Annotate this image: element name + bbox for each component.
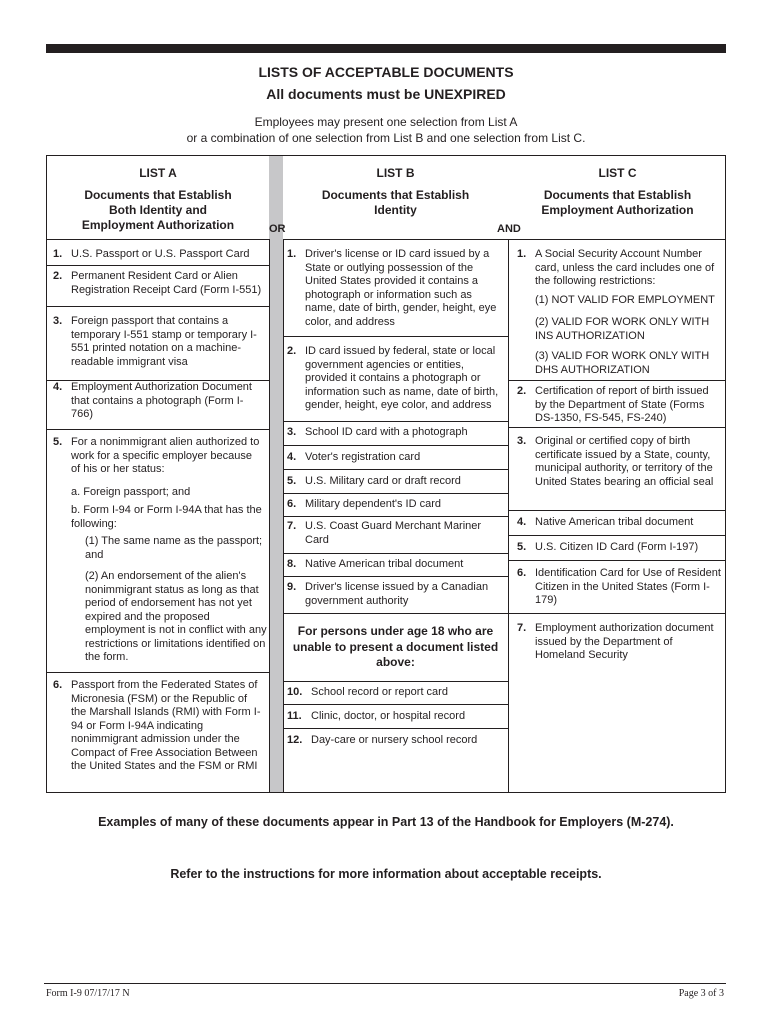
item-number: 6. [53,679,63,691]
item-text: Identification Card for Use of Resident Citizen in the United States (Form I-179) [535,567,721,606]
list-c-header [508,166,727,218]
item-number: 2. [53,270,63,282]
list-c-desc-1: Documents that Establish [543,188,692,202]
intro-line-1: Employees may present one selection from List A [254,115,518,129]
item-text: U.S. Coast Guard Merchant Mariner Card [305,520,482,546]
list-a-heading: LIST A [139,166,177,180]
list-b-desc-1: Documents that Establish [321,188,470,202]
list-c-heading: LIST C [598,166,637,180]
item-text: Clinic, doctor, or hospital record [311,710,466,722]
item-text: Voter's registration card [305,451,421,463]
item-text: Permanent Resident Card or Alien Registration Receipt Card (Form I-551) [71,270,262,296]
item-text: Military dependent's ID card [305,498,441,510]
item-text: Original or certified copy of birth certificate issued by a State, county, municipal authority, or territory of the United States bearing an official seal [535,435,714,488]
list-a-row-5 [47,430,269,673]
item-number: 11. [287,710,302,722]
item-number: 5. [287,475,297,487]
item-number: 4. [287,451,297,463]
list-a-desc-1: Documents that Establish [84,188,232,202]
item-text: U.S. Citizen ID Card (Form I-197) [535,541,699,553]
item-text: Employment authorization document issued by the Department of Homeland Security [535,622,714,661]
item-number: 3. [53,315,63,327]
item-number: 1. [53,248,63,260]
list-b-row-12 [283,729,508,793]
intro-line-2: or a combination of one selection from List B and one selection from List C. [186,131,586,145]
list-c-row-2 [509,381,725,428]
item-number: 1. [517,248,527,260]
list-c-row-3 [509,428,725,511]
item-text: Passport from the Federated States of Micronesia (FSM) or the Republic of the Marshall Islands (RMI) with Form I-94 or Form I-94A indicating nonimmigrant admission under the Compact of Free Association Between the United States and the FSM or RMI [71,679,261,772]
item-number: 4. [517,516,527,528]
item-number: 7. [517,622,527,634]
item-text: For a nonimmigrant alien authorized to work for a specific employer because of his or her status: [71,436,260,475]
item-text: School record or report card [311,686,448,698]
item-text: Foreign passport that contains a temporary I-551 stamp or temporary I-551 printed notation on a machine-readable immigrant visa [71,315,257,368]
list-b-minor-heading-row [283,614,508,682]
item-number: 2. [517,385,527,397]
restriction-1: (1) NOT VALID FOR EMPLOYMENT [535,294,715,306]
list-b-row-10 [283,682,508,705]
list-c-row-6 [509,561,725,614]
item-text: Driver's license issued by a Canadian government authority [305,581,489,607]
list-a-row-1 [47,240,269,266]
item-text: School ID card with a photograph [305,426,468,438]
page-title: LISTS OF ACCEPTABLE DOCUMENTS [258,64,514,80]
item-text: A Social Security Account Number card, unless the card includes one of the following restrictions: [535,248,715,287]
list-b-header [283,166,508,218]
item-number: 3. [517,435,527,447]
item-text: Certification of report of birth issued by the Department of State (Forms DS-1350, FS-545, FS-240) [535,385,709,424]
list-a-header [47,166,269,233]
list-a-row-3 [47,307,269,381]
item-number: 6. [517,567,527,579]
form-id: Form I-9 07/17/17 N [46,988,130,999]
list-c-row-5 [509,536,725,561]
or-gutter [269,156,283,792]
list-b-row-5 [283,470,508,494]
list-b-heading: LIST B [376,166,415,180]
page-number: Page 3 of 3 [678,988,724,999]
item-number: 3. [287,426,297,438]
list-b-row-11 [283,705,508,729]
page-subtitle: All documents must be UNEXPIRED [266,86,506,102]
or-label: OR [269,223,286,235]
item-5-sub-b1: (1) The same name as the passport; and [85,535,263,561]
list-a-row-6 [47,673,269,793]
item-number: 4. [53,381,63,393]
list-b-row-2 [283,337,508,422]
item-number: 1. [287,248,297,260]
item-text: Native American tribal document [305,558,464,570]
list-a-row-2 [47,266,269,307]
examples-note: Examples of many of these documents appear in Part 13 of the Handbook for Employers (M-274). [98,815,674,829]
list-b-row-1 [283,240,508,337]
list-c-row-1 [509,240,725,381]
list-b-row-9 [283,577,508,614]
item-text: U.S. Military card or draft record [305,475,461,487]
item-number: 2. [287,345,297,357]
minor-heading: For persons under age 18 who are unable to present a document listed above: [292,624,499,669]
list-b-row-7 [283,517,508,554]
list-b-row-3 [283,422,508,446]
list-b-desc-2: Identity [374,203,417,217]
item-5-sub-a: a. Foreign passport; and [71,486,191,498]
item-number: 9. [287,581,297,593]
item-number: 12. [287,734,303,746]
list-b-row-6 [283,494,508,517]
list-c-row-7 [509,614,725,793]
item-5-sub-b2: (2) An endorsement of the alien's nonimmigrant status as long as that period of endorsement has not yet expired and the proposed employment is not in conflict with any restrictions or limitations identified on the form. [85,570,267,663]
list-c-row-4 [509,511,725,536]
item-text: U.S. Passport or U.S. Passport Card [71,248,250,260]
list-a-desc-3: Employment Authorization [81,218,235,232]
item-number: 6. [287,498,297,510]
item-number: 10. [287,686,303,698]
item-text: Day-care or nursery school record [311,734,478,746]
restriction-3: (3) VALID FOR WORK ONLY WITH DHS AUTHORIZATION [535,350,710,376]
item-text: Driver's license or ID card issued by a State or outlying possession of the United States provided it contains a photograph or information such as name, date of birth, gender, height, eye color, and address [305,248,497,328]
item-number: 8. [287,558,297,570]
item-text: Employment Authorization Document that contains a photograph (Form I-766) [71,381,252,420]
documents-table [46,155,726,793]
item-number: 5. [517,541,527,553]
list-c-desc-2: Employment Authorization [541,203,694,217]
restriction-2: (2) VALID FOR WORK ONLY WITH INS AUTHORIZATION [535,316,710,342]
top-rule [46,44,726,53]
receipts-note: Refer to the instructions for more information about acceptable receipts. [170,867,602,881]
item-5-sub-b: b. Form I-94 or Form I-94A that has the following: [71,504,262,530]
and-label: AND [497,223,521,235]
item-number: 5. [53,436,63,448]
footer-rule [44,983,726,984]
list-a-desc-2: Both Identity and [109,203,207,217]
list-b-row-4 [283,446,508,470]
item-number: 7. [287,520,297,532]
item-text: Native American tribal document [535,516,694,528]
list-b-row-8 [283,554,508,577]
item-text: ID card issued by federal, state or local government agencies or entities, provided it contains a photograph or information such as name, date of birth, gender, height, eye color, and address [305,345,499,411]
list-a-row-4 [47,381,269,430]
divider-a [269,239,270,793]
